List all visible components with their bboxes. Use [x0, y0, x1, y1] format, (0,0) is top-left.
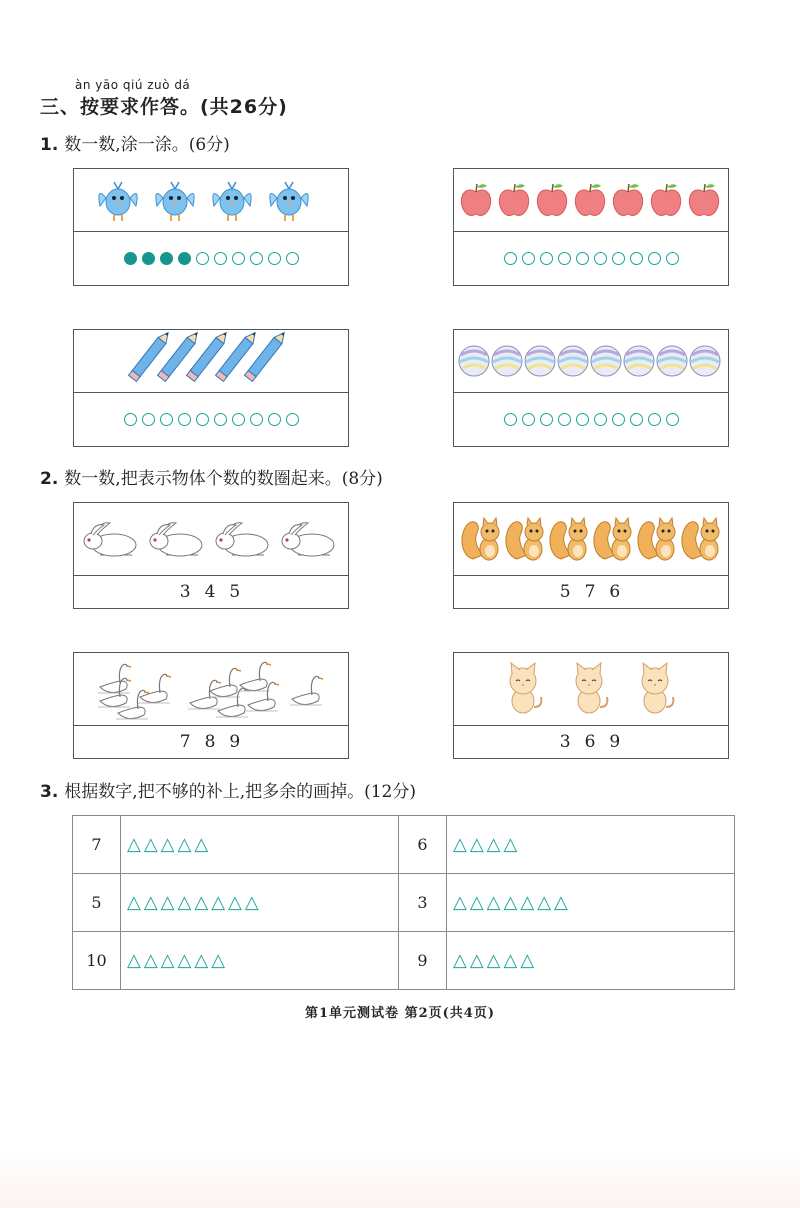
triangle-cell[interactable]: △△△△△△△: [447, 874, 735, 932]
pencils-answer-circle[interactable]: [196, 413, 209, 426]
pencils-answer-circle[interactable]: [268, 413, 281, 426]
pencils-answer-circle[interactable]: [286, 413, 299, 426]
row-number: 10: [73, 932, 121, 990]
apples-picture: [454, 169, 728, 232]
question-3: [40, 777, 416, 802]
panel-squirrels: [453, 502, 729, 609]
row-number: 7: [73, 816, 121, 874]
apples-answer-circle[interactable]: [594, 252, 607, 265]
bird-icons: [96, 176, 326, 224]
balls-answer-circle[interactable]: [504, 413, 517, 426]
question-3-number: 3.: [40, 782, 59, 802]
row-number: 6: [399, 816, 447, 874]
cats-option[interactable]: 6: [584, 732, 598, 752]
birds-answer-circle[interactable]: [286, 252, 299, 265]
rabbits-picture: [74, 503, 348, 576]
birds-answer-circle[interactable]: [232, 252, 245, 265]
row-number: 3: [399, 874, 447, 932]
apples-answer-circle[interactable]: [612, 252, 625, 265]
panel-rabbits: [73, 502, 349, 609]
section-pinyin: àn yāo qiú zuò dá: [75, 78, 191, 92]
birds-picture: [74, 169, 348, 232]
pencils-answer-circle[interactable]: [160, 413, 173, 426]
apples-answer-circle[interactable]: [558, 252, 571, 265]
birds-answer-circle[interactable]: [142, 252, 155, 265]
table-row: [73, 874, 735, 932]
balls-answer-circle[interactable]: [576, 413, 589, 426]
triangle-cell[interactable]: △△△△: [447, 816, 735, 874]
balls-answer-circle[interactable]: [594, 413, 607, 426]
pencils-circles: [74, 393, 348, 446]
rabbits-option[interactable]: 5: [229, 582, 243, 602]
swan-icons: [96, 657, 326, 721]
rabbits-option[interactable]: 4: [204, 582, 218, 602]
rabbits-options: [74, 576, 348, 608]
rabbits-option[interactable]: 3: [179, 582, 193, 602]
squirrels-option[interactable]: 7: [584, 582, 598, 602]
panel-swans: [73, 652, 349, 759]
pencils-answer-circle[interactable]: [178, 413, 191, 426]
apples-answer-circle[interactable]: [630, 252, 643, 265]
ball-icons: [458, 345, 724, 377]
question-2: [40, 464, 383, 489]
table-row: [73, 932, 735, 990]
panel-balls: [453, 329, 729, 447]
balls-answer-circle[interactable]: [522, 413, 535, 426]
table-row: [73, 816, 735, 874]
panel-pencils: [73, 329, 349, 447]
panel-apples: [453, 168, 729, 286]
squirrels-picture: [454, 503, 728, 576]
balls-picture: [454, 330, 728, 393]
panel-birds: [73, 168, 349, 286]
section-title: 三、按要求作答。(共26分): [40, 96, 288, 118]
balls-answer-circle[interactable]: [666, 413, 679, 426]
apples-circles: [454, 232, 728, 285]
apples-answer-circle[interactable]: [576, 252, 589, 265]
panel-cats: [453, 652, 729, 759]
pencils-answer-circle[interactable]: [250, 413, 263, 426]
swans-picture: [74, 653, 348, 726]
apples-answer-circle[interactable]: [648, 252, 661, 265]
apples-answer-circle[interactable]: [522, 252, 535, 265]
pencils-answer-circle[interactable]: [214, 413, 227, 426]
apples-answer-circle[interactable]: [504, 252, 517, 265]
cat-icons: [501, 663, 681, 715]
swans-option[interactable]: 7: [179, 732, 193, 752]
question-2-text: 数一数,把表示物体个数的数圈起来。(8分): [64, 469, 383, 489]
swans-option[interactable]: 8: [204, 732, 218, 752]
balls-answer-circle[interactable]: [540, 413, 553, 426]
birds-answer-circle[interactable]: [196, 252, 209, 265]
question-1-number: 1.: [40, 135, 59, 155]
cats-picture: [454, 653, 728, 726]
page-footer: 第1单元测试卷 第2页(共4页): [305, 1006, 495, 1021]
squirrels-options: [454, 576, 728, 608]
triangle-cell[interactable]: △△△△△: [447, 932, 735, 990]
balls-answer-circle[interactable]: [630, 413, 643, 426]
birds-answer-circle[interactable]: [160, 252, 173, 265]
swans-option[interactable]: 9: [229, 732, 243, 752]
triangle-table: [72, 815, 735, 990]
pencil-icons: [131, 333, 291, 389]
balls-answer-circle[interactable]: [558, 413, 571, 426]
birds-answer-circle[interactable]: [268, 252, 281, 265]
pencils-answer-circle[interactable]: [124, 413, 137, 426]
balls-answer-circle[interactable]: [612, 413, 625, 426]
question-3-text: 根据数字,把不够的补上,把多余的画掉。(12分): [64, 782, 417, 802]
cats-options: [454, 726, 728, 758]
squirrels-option[interactable]: 5: [559, 582, 573, 602]
triangle-cell[interactable]: △△△△△△△△: [121, 874, 399, 932]
pencils-answer-circle[interactable]: [232, 413, 245, 426]
cats-option[interactable]: 3: [559, 732, 573, 752]
birds-answer-circle[interactable]: [250, 252, 263, 265]
question-2-number: 2.: [40, 469, 59, 489]
birds-answer-circle[interactable]: [124, 252, 137, 265]
birds-answer-circle[interactable]: [214, 252, 227, 265]
swans-options: [74, 726, 348, 758]
squirrel-icons: [459, 515, 723, 563]
cats-option[interactable]: 9: [609, 732, 623, 752]
triangle-cell[interactable]: △△△△△△: [121, 932, 399, 990]
rabbit-icons: [80, 519, 342, 559]
row-number: 9: [399, 932, 447, 990]
birds-circles: [74, 232, 348, 285]
balls-circles: [454, 393, 728, 446]
balls-answer-circle[interactable]: [648, 413, 661, 426]
page-bottom-fade: [0, 1150, 800, 1208]
question-1: [40, 130, 230, 155]
apples-answer-circle[interactable]: [540, 252, 553, 265]
row-number: 5: [73, 874, 121, 932]
question-1-text: 数一数,涂一涂。(6分): [64, 135, 230, 155]
apples-answer-circle[interactable]: [666, 252, 679, 265]
birds-answer-circle[interactable]: [178, 252, 191, 265]
pencils-picture: [74, 330, 348, 393]
triangle-cell[interactable]: △△△△△: [121, 816, 399, 874]
apple-icons: [459, 180, 723, 220]
pencils-answer-circle[interactable]: [142, 413, 155, 426]
squirrels-option[interactable]: 6: [609, 582, 623, 602]
